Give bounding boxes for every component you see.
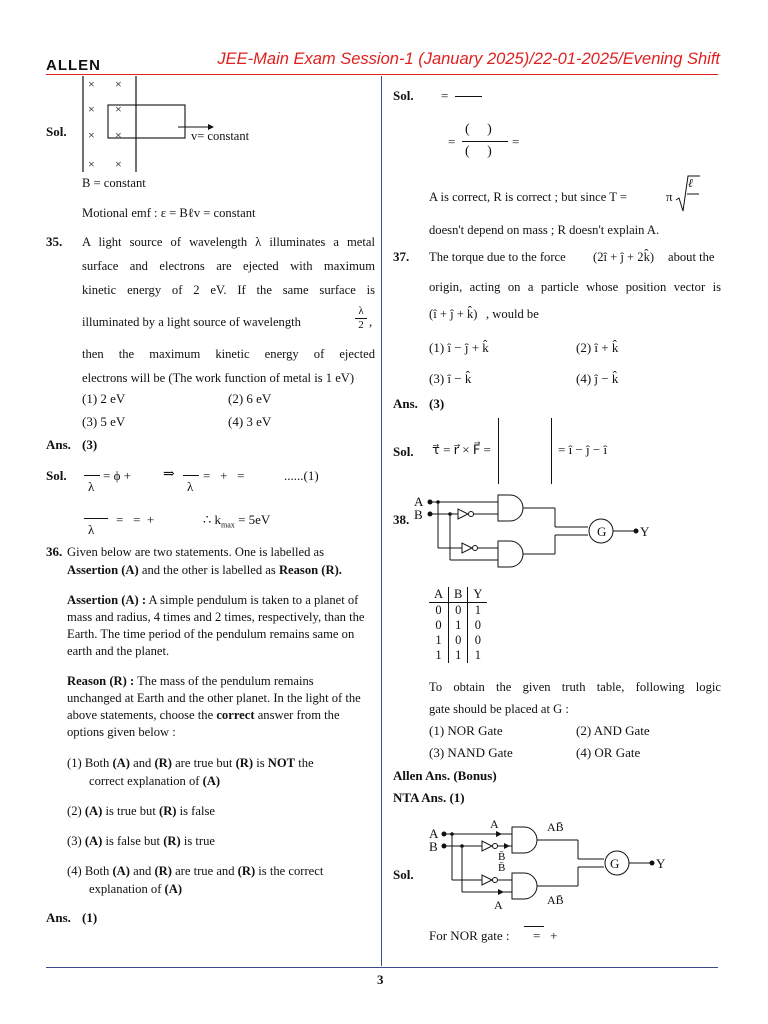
sol36-num: ( ) <box>465 122 492 137</box>
input-b: B <box>414 507 423 522</box>
q37-sol-label: Sol. <box>393 444 414 459</box>
col-header: A <box>429 587 449 603</box>
q35-number: 35. <box>46 234 63 249</box>
determinant-bar <box>498 418 499 484</box>
nor-gate-line: For NOR gate : <box>429 928 510 943</box>
table-cell: 0 <box>468 633 488 648</box>
opt-text: are true but <box>171 756 236 770</box>
q36-answer: (1) <box>82 910 98 925</box>
label-bbar-2: B̄ <box>498 862 506 874</box>
reason-block <box>67 673 367 741</box>
reason-text: answer from the options given below : <box>67 708 340 739</box>
fraction-bar <box>84 518 108 519</box>
bold-text: (R) <box>154 756 172 770</box>
q35-line: surface and electrons are ejected with maximum <box>82 259 375 273</box>
table-row <box>429 603 487 619</box>
q38-sol-label: Sol. <box>393 867 414 882</box>
q36-option-4 <box>67 863 323 880</box>
sol-input-b: B <box>429 839 438 854</box>
q35-answer: (3) <box>82 437 98 452</box>
table-cell: 0 <box>468 618 488 633</box>
bold-text: (A) <box>202 774 221 788</box>
opt-text: is false <box>176 804 215 818</box>
opt-text: correct explanation of <box>89 774 203 788</box>
q37-option: (1) î − ĵ + k̂ <box>429 340 489 355</box>
table-cell: 1 <box>449 618 468 633</box>
bold-text: (R) <box>237 864 256 878</box>
q35-option: (3) 5 eV <box>82 414 126 429</box>
torque-expression: τ⃗ = r⃗ × F⃗ = <box>432 442 491 457</box>
sol36-line1: A is correct, R is correct ; but since T = <box>429 190 627 204</box>
intro-text: and the other is labelled as <box>138 563 279 577</box>
q36-intro-line2 <box>67 562 342 579</box>
position-vector: (î + ĵ + k̂) <box>429 307 478 321</box>
bold-text: (A) <box>84 834 103 848</box>
table-cell: 1 <box>468 648 488 663</box>
q38-option: (2) AND Gate <box>576 723 650 738</box>
implies-symbol: ⇒ <box>163 467 175 482</box>
q36-option-3 <box>67 833 215 850</box>
bold-text: Reason (R). <box>278 563 342 577</box>
q35-comma: , <box>369 314 373 329</box>
table-cell: 1 <box>435 648 442 662</box>
sol36-label: Sol. <box>393 88 414 103</box>
field-cross: × <box>115 77 122 91</box>
q37-option: (4) ĵ − k̂ <box>576 371 619 386</box>
allen-logo: ALLEN <box>46 57 101 74</box>
q35-line: electrons will be (The work function of metal is 1 eV) <box>82 371 355 385</box>
opt-text: is <box>253 756 268 770</box>
bold-text: correct <box>216 708 255 722</box>
opt-text: the <box>295 756 314 770</box>
determinant-bar <box>551 418 552 484</box>
q36-intro: Given below are two statements. One is labelled as <box>67 545 325 559</box>
opt-text: (4) Both <box>67 864 113 878</box>
fraction-bar <box>183 475 199 476</box>
table-cell: 0 <box>449 603 468 619</box>
label-a-top: A <box>490 817 499 831</box>
col-header: Y <box>468 587 488 603</box>
table-row <box>429 618 487 633</box>
opt-text: are true and <box>171 864 238 878</box>
truth-table <box>429 587 487 663</box>
q38-option: (4) OR Gate <box>576 745 641 760</box>
table-row <box>429 648 487 663</box>
field-cross: × <box>115 128 122 142</box>
bold-text: (R) <box>154 864 172 878</box>
allen-answer: Allen Ans. (Bonus) <box>393 768 497 783</box>
table-cell: 1 <box>468 603 488 619</box>
q35-option: (4) 3 eV <box>228 414 272 429</box>
ell-symbol: ℓ <box>688 176 693 190</box>
output-y: Y <box>640 524 650 539</box>
opt-text: is true <box>180 834 215 848</box>
q35-sol-label: Sol. <box>46 468 67 483</box>
opt-text: (1) Both <box>67 756 113 770</box>
header-rule <box>46 74 718 75</box>
col-header: B <box>449 587 468 603</box>
table-cell: 0 <box>449 633 468 648</box>
table-cell: 0 <box>435 603 442 617</box>
sol34-label: Sol. <box>46 124 67 139</box>
q35-option: (1) 2 eV <box>82 391 126 406</box>
q35-fraction <box>355 305 367 332</box>
eq-lambda: λ <box>88 522 95 537</box>
gate-g: G <box>597 524 607 539</box>
table-row <box>429 633 487 648</box>
nta-answer: NTA Ans. (1) <box>393 790 465 805</box>
sol-gate-g: G <box>610 856 620 871</box>
q37-number: 37. <box>393 249 410 264</box>
opt-text: is false but <box>102 834 164 848</box>
field-cross: × <box>115 102 122 116</box>
bold-text: NOT <box>267 756 296 770</box>
fraction-denominator: 2 <box>358 319 364 331</box>
sol36-den: ( ) <box>465 144 492 159</box>
q37-option: (3) î − k̂ <box>429 371 472 386</box>
q35-line: A light source of wavelength λ illuminates a metal <box>82 235 375 249</box>
q36-option-2 <box>67 803 215 820</box>
q37-option: (2) î + k̂ <box>576 340 619 355</box>
eq1-part: = ϕ + <box>103 468 132 483</box>
pi-symbol: π <box>666 189 673 204</box>
reason-label: Reason (R) : <box>67 674 135 688</box>
input-a: A <box>414 494 424 509</box>
field-cross: × <box>115 157 122 171</box>
q36-option-1-cont <box>89 773 220 790</box>
table-cell: 1 <box>435 633 442 647</box>
column-divider <box>381 76 382 966</box>
q37-ans-label: Ans. <box>393 396 418 411</box>
subscript-max: max <box>221 520 235 530</box>
bold-text: (R) <box>159 804 177 818</box>
opt-text: is true but <box>102 804 159 818</box>
bold-text: (R) <box>163 834 181 848</box>
label-abbar-bottom: AB̄ <box>547 893 564 907</box>
label-bbar: B̄ <box>498 851 506 863</box>
q35-line: kinetic energy of 2 eV. If the same surface is <box>82 283 375 297</box>
opt-text: is the correct <box>255 864 324 878</box>
assertion-text: A simple pendulum is taken to a planet of mass and radius, 4 times and 2 times, respectively, than the Earth. The time period of the pendulum remains same on earth and the planet. <box>67 593 365 658</box>
table-header <box>429 587 487 603</box>
torque-result: = î − ĵ − î <box>558 442 608 457</box>
q37-line1-pre: The torque due to the force <box>429 250 566 264</box>
field-cross: × <box>88 157 95 171</box>
logic-circuit <box>410 488 670 578</box>
kmax-value: = 5eV <box>234 512 271 527</box>
sol36-line2: doesn't depend on mass ; R doesn't explain A. <box>429 223 660 237</box>
sol36-eq2-right: = <box>512 134 520 149</box>
sol-output-y: Y <box>656 856 666 871</box>
page-number: 3 <box>377 972 384 987</box>
q37-line1-post: about the <box>668 250 715 264</box>
bold-text: (R) <box>235 756 254 770</box>
footer-rule <box>46 967 718 968</box>
q36-number: 36. <box>46 544 63 559</box>
q36-ans-label: Ans. <box>46 910 71 925</box>
eq-reference: ......(1) <box>284 468 319 483</box>
eq1-part: = + = <box>203 468 245 483</box>
eq-lambda: λ <box>187 479 194 494</box>
nor-equation: = + <box>533 928 558 943</box>
bold-text: (A) <box>84 804 103 818</box>
therefore-k: ∴ k <box>203 512 222 527</box>
q38-text: gate should be placed at G : <box>429 702 569 716</box>
opt-text: and <box>129 864 155 878</box>
motional-emf: Motional emf : ε = Bℓv = constant <box>82 206 256 220</box>
bold-text: (A) <box>164 882 183 896</box>
field-cross: × <box>88 77 95 91</box>
fraction-bar <box>462 141 508 142</box>
sol36-eq2-left: = <box>448 134 456 149</box>
opt-text: (3) <box>67 834 85 848</box>
field-cross: × <box>88 128 95 142</box>
q38-text: To obtain the given truth table, following logic <box>429 680 721 694</box>
solution-circuit <box>426 816 666 916</box>
eq2-therefore <box>203 512 270 530</box>
field-cross: × <box>88 102 95 116</box>
reason-text: The mass of the pendulum remains unchanged at Earth and the other planet. In the light of the above statements, choose the <box>67 674 361 722</box>
opt-text: and <box>129 756 155 770</box>
q37-answer: (3) <box>429 396 445 411</box>
opt-text: explanation of <box>89 882 165 896</box>
q35-option: (2) 6 eV <box>228 391 272 406</box>
label-abbar-top: AB̄ <box>547 820 564 834</box>
exam-title: JEE-Main Exam Session-1 (January 2025)/22-01-2025/Evening Shift <box>217 50 720 68</box>
q38-option: (3) NAND Gate <box>429 745 513 760</box>
q37-line3-post: , would be <box>486 307 539 321</box>
sol-input-a: A <box>429 826 439 841</box>
eq2-part: = = + <box>116 512 155 527</box>
velocity-label: v= constant <box>191 129 250 143</box>
assertion-label: Assertion (A) : <box>67 593 147 607</box>
table-cell: 1 <box>449 648 468 663</box>
q35-ans-label: Ans. <box>46 437 71 452</box>
table-cell: 0 <box>435 618 442 632</box>
q36-option-4-cont <box>89 881 182 898</box>
fraction-bar <box>455 96 482 97</box>
q38-number: 38. <box>393 512 410 527</box>
q37-line2: origin, acting on a particle whose position vector is <box>429 280 721 294</box>
eq-lambda: λ <box>88 479 95 494</box>
b-constant: B = constant <box>82 176 146 190</box>
q35-line: then the maximum kinetic energy of ejected <box>82 347 375 361</box>
sol36-eq1: = <box>441 88 449 103</box>
bold-text: (A) <box>112 756 130 770</box>
label-a-bottom: A <box>494 898 503 912</box>
q38-option: (1) NOR Gate <box>429 723 503 738</box>
fraction-bar <box>84 475 100 476</box>
fraction-numerator: λ <box>355 305 367 319</box>
bold-text: (A) <box>112 864 130 878</box>
overline-bar <box>524 926 544 927</box>
bold-text: Assertion (A) <box>67 563 139 577</box>
assertion-block <box>67 592 367 660</box>
force-vector: (2î + ĵ + 2k̂) <box>593 250 655 264</box>
q35-line: illuminated by a light source of wavelength <box>82 315 301 329</box>
magnetic-field-diagram <box>80 76 270 174</box>
q36-option-1 <box>67 755 314 772</box>
opt-text: (2) <box>67 804 85 818</box>
